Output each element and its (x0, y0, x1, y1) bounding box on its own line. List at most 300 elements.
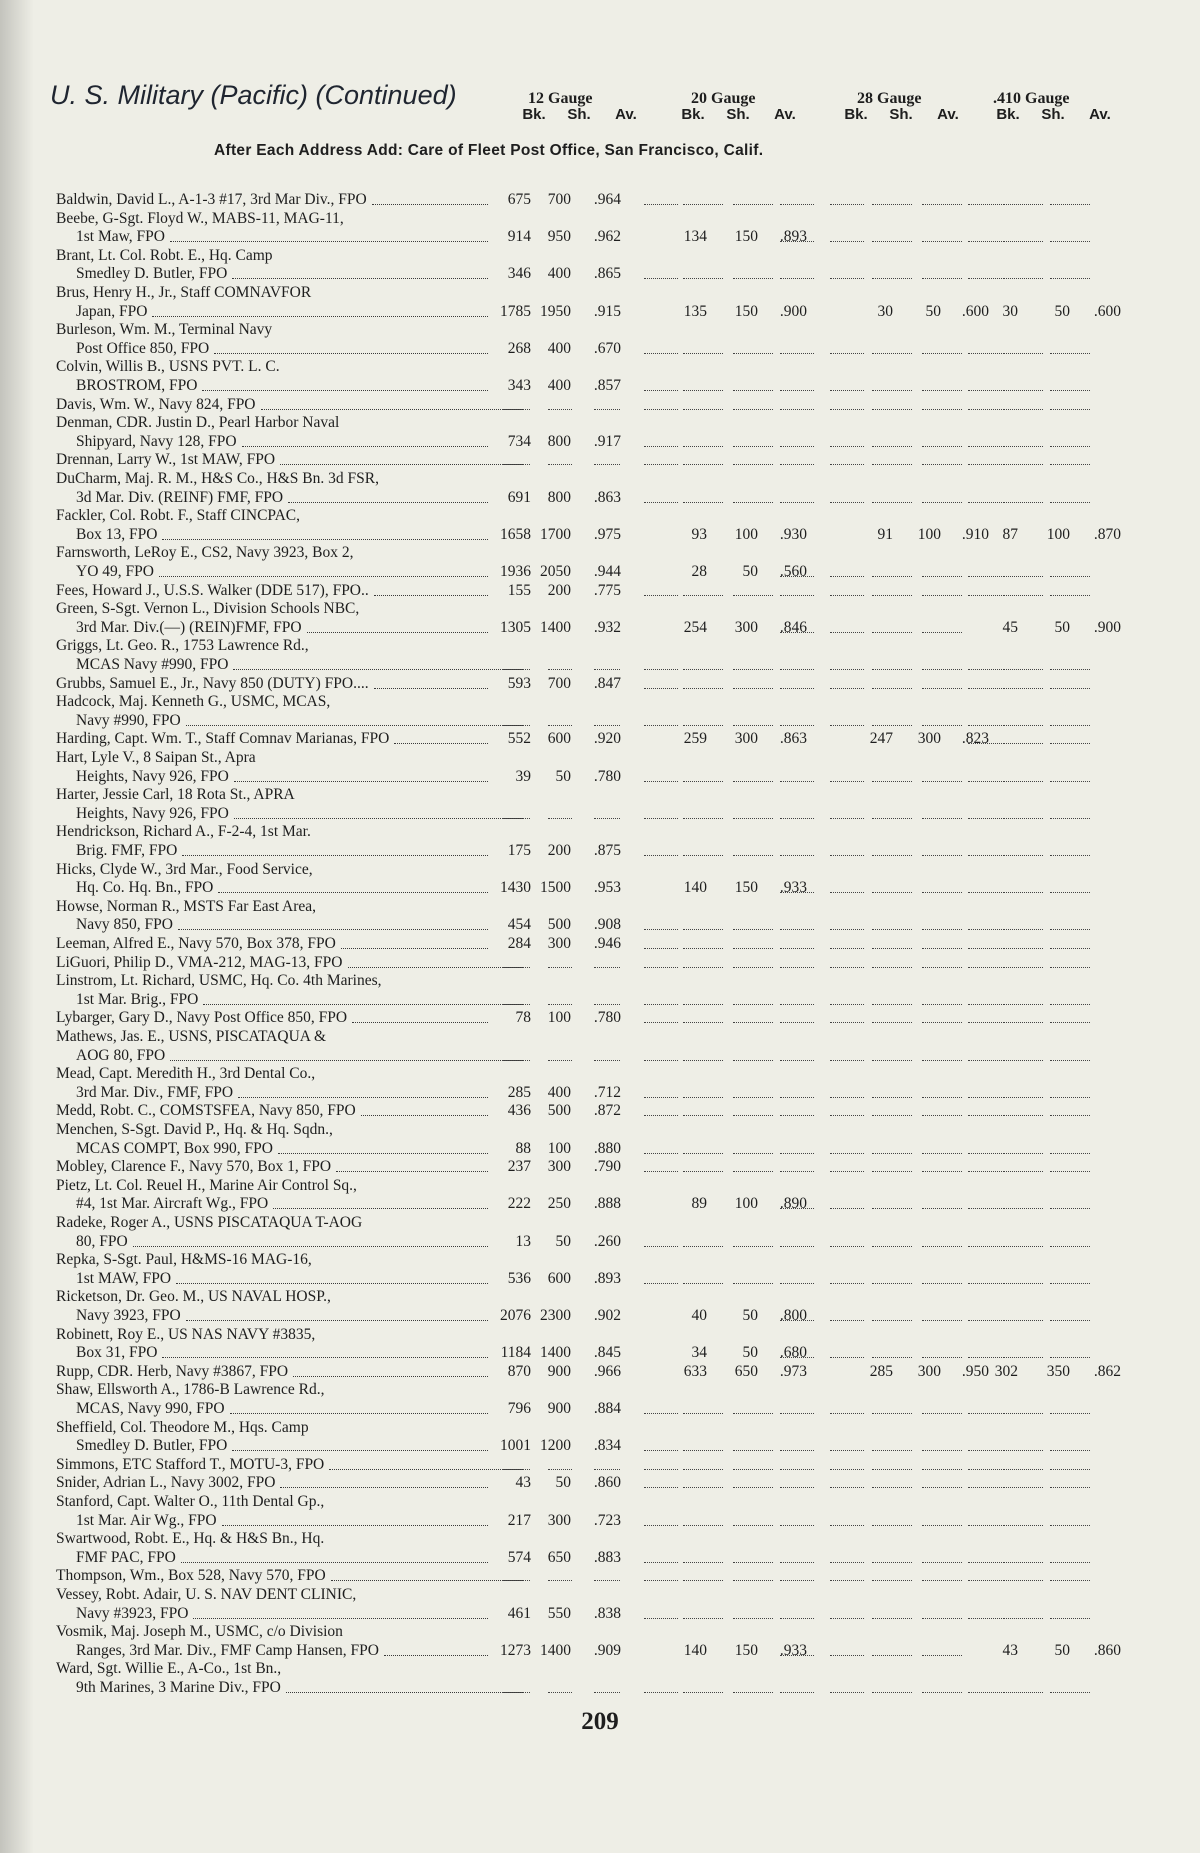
entry-address-text: Navy 3923, FPO (76, 1307, 184, 1324)
value-12-sh: 700 (547, 674, 571, 692)
empty-value-dash (780, 1357, 814, 1358)
value-g20-sh: 100 (734, 525, 758, 543)
entry-address-line (56, 785, 298, 804)
empty-value-dash (922, 855, 962, 856)
empty-value-dash (1050, 1153, 1090, 1154)
entry-address-line (56, 729, 392, 748)
empty-value-dash (733, 967, 773, 968)
value-g20-bk: 254 (683, 618, 707, 636)
empty-value-dash (502, 725, 530, 726)
entry-address-line (76, 655, 231, 674)
value-g410-sh: 50 (1054, 1641, 1070, 1659)
entry-address-text: FMF PAC, FPO (76, 1549, 179, 1566)
dot-leader (273, 1208, 488, 1209)
value-12-sh: 700 (547, 191, 571, 208)
empty-value-dash (780, 446, 814, 447)
value-g410-av: .860 (1093, 1641, 1121, 1659)
empty-value-dash (594, 409, 620, 410)
empty-value-dash (1050, 204, 1090, 205)
empty-value-dash (968, 390, 1002, 391)
empty-value-dash (733, 1618, 773, 1619)
entry-address-line (56, 1287, 334, 1306)
subheader-sh: Sh. (889, 106, 913, 123)
empty-value-dash (968, 688, 1002, 689)
entry-address-text: Denman, CDR. Justin D., Pearl Harbor Naval (56, 414, 342, 431)
entry-address-line (56, 748, 259, 767)
subheader-sh: Sh. (567, 106, 591, 123)
entry-address-line (56, 1418, 312, 1437)
empty-value-dash (968, 1097, 1002, 1098)
empty-value-dash (1050, 1246, 1090, 1247)
value-g410-bk: 87 (1002, 525, 1018, 543)
empty-value-dash (968, 892, 1002, 893)
empty-value-dash (644, 1171, 678, 1172)
empty-value-dash (644, 929, 678, 930)
entry-address-text: Brant, Lt. Col. Robt. E., Hq. Camp (56, 247, 276, 264)
empty-value-dash (922, 1246, 962, 1247)
empty-value-dash (733, 1097, 773, 1098)
empty-value-dash (922, 1525, 962, 1526)
entry-address-text: Fees, Howard J., U.S.S. Walker (DDE 517), FPO.. (56, 582, 372, 599)
empty-value-dash (644, 278, 678, 279)
empty-value-dash (780, 1060, 814, 1061)
empty-value-dash (683, 1562, 723, 1563)
value-12-sh: 600 (547, 1269, 571, 1287)
entry-address-line (56, 860, 316, 879)
entry-address-text: Harding, Capt. Wm. T., Staff Comnav Marianas, FPO (56, 730, 392, 747)
empty-value-dash (872, 725, 912, 726)
empty-value-dash (922, 1655, 962, 1656)
value-bk: 13 (515, 1232, 531, 1250)
value-12-av: .780 (593, 1009, 621, 1027)
value-12-av: .964 (593, 191, 621, 208)
value-12-sh: 2300 (540, 1307, 571, 1324)
entry-address-line (76, 562, 157, 581)
empty-value-dash (968, 595, 1002, 596)
value-g410-sh: 50 (1054, 618, 1070, 636)
dot-leader (232, 278, 488, 279)
entry-address-text: Radeke, Roger A., USNS PISCATAQUA T-AOG (56, 1214, 365, 1231)
empty-value-dash (830, 632, 864, 633)
value-g20-av: .863 (779, 730, 807, 748)
empty-value-dash (594, 818, 620, 819)
empty-value-dash (780, 576, 814, 577)
empty-value-dash (1050, 390, 1090, 391)
entry-address-line (76, 339, 212, 358)
empty-value-dash (594, 464, 620, 465)
empty-value-dash (780, 1171, 814, 1172)
value-12-av: .857 (593, 377, 621, 394)
empty-value-dash (968, 1171, 1002, 1172)
empty-value-dash (968, 1525, 1002, 1526)
empty-value-dash (683, 1450, 723, 1451)
entry-address-text: Heights, Navy 926, FPO (76, 768, 232, 785)
empty-value-dash (780, 688, 814, 689)
entry-address-line (76, 1269, 174, 1288)
dot-leader (242, 446, 488, 447)
empty-value-dash (968, 502, 1002, 503)
value-bk: 914 (507, 228, 531, 246)
entry-address-line (76, 525, 160, 544)
value-g20-av: .933 (779, 1641, 807, 1659)
entry-address-text: Mathews, Jas. E., USNS, PISCATAQUA & (56, 1028, 329, 1045)
empty-value-dash (1003, 1022, 1043, 1023)
empty-value-dash (922, 1580, 962, 1581)
dot-leader (222, 1525, 488, 1526)
value-bk: 39 (515, 767, 531, 785)
empty-value-dash (594, 1060, 620, 1061)
empty-value-dash (683, 1022, 723, 1023)
empty-value-dash (733, 688, 773, 689)
empty-value-dash (683, 204, 723, 205)
empty-value-dash (872, 1320, 912, 1321)
value-12-av: .670 (593, 339, 621, 357)
empty-value-dash (968, 1487, 1002, 1488)
entry-address-line (56, 1213, 365, 1232)
value-12-sh: 950 (547, 228, 571, 246)
empty-value-dash (502, 1692, 530, 1693)
value-12-av: .834 (593, 1437, 621, 1455)
empty-value-dash (830, 818, 864, 819)
subheader-bk: Bk. (522, 106, 546, 123)
dot-leader (307, 632, 488, 633)
value-g20-av: .900 (779, 302, 807, 320)
empty-value-dash (683, 1153, 723, 1154)
page-number: 209 (581, 1708, 619, 1735)
empty-value-dash (733, 409, 773, 410)
empty-value-dash (968, 241, 1002, 242)
empty-value-dash (872, 502, 912, 503)
value-12-av: .875 (593, 842, 621, 859)
entry-address-line (56, 1325, 318, 1344)
empty-value-dash (830, 1525, 864, 1526)
empty-value-dash (780, 1450, 814, 1451)
entry-address-line (56, 1362, 291, 1381)
empty-value-dash (1003, 595, 1043, 596)
empty-value-dash (1003, 502, 1043, 503)
entry-address-line (56, 953, 346, 972)
empty-value-dash (683, 818, 723, 819)
value-bk: 175 (507, 842, 531, 859)
empty-value-dash (1050, 669, 1090, 670)
entry-address-text: 9th Marines, 3 Marine Div., FPO (76, 1679, 284, 1696)
value-12-sh: 500 (547, 916, 571, 934)
entry-address-line (56, 1008, 350, 1027)
empty-value-dash (968, 1246, 1002, 1247)
gauge-header-12: 12 Gauge (528, 90, 593, 107)
empty-value-dash (872, 632, 912, 633)
empty-value-dash (683, 1115, 723, 1116)
empty-value-dash (830, 595, 864, 596)
empty-value-dash (733, 781, 773, 782)
empty-value-dash (644, 1097, 678, 1098)
empty-value-dash (830, 204, 864, 205)
gauge-header-28: 28 Gauge (857, 90, 922, 107)
empty-value-dash (780, 464, 814, 465)
empty-value-dash (922, 1208, 962, 1209)
empty-value-dash (968, 725, 1002, 726)
entry-address-line (76, 711, 184, 730)
entry-address-text: Mead, Capt. Meredith H., 3rd Dental Co., (56, 1065, 318, 1082)
entry-address-text: Grubbs, Samuel E., Jr., Navy 850 (DUTY) FPO.... (56, 675, 372, 692)
empty-value-dash (780, 241, 814, 242)
entry-address-line (76, 767, 232, 786)
empty-value-dash (683, 1469, 723, 1470)
empty-value-dash (830, 1562, 864, 1563)
empty-value-dash (1050, 818, 1090, 819)
entry-address-text: Linstrom, Lt. Richard, USMC, Hq. Co. 4th Marines, (56, 972, 385, 989)
empty-value-dash (644, 725, 678, 726)
empty-value-dash (830, 688, 864, 689)
value-12-sh: 600 (547, 730, 571, 748)
value-bk: 285 (507, 1083, 531, 1101)
dot-leader (336, 1171, 488, 1172)
dot-leader (230, 1413, 488, 1414)
empty-value-dash (872, 1580, 912, 1581)
value-g20-bk: 140 (683, 879, 707, 897)
empty-value-dash (780, 1320, 814, 1321)
empty-value-dash (968, 818, 1002, 819)
empty-value-dash (872, 1283, 912, 1284)
empty-value-dash (733, 929, 773, 930)
value-12-av: .902 (593, 1307, 621, 1324)
entry-address-text: #4, 1st Mar. Aircraft Wg., FPO (76, 1195, 271, 1212)
empty-value-dash (872, 1115, 912, 1116)
empty-value-dash (1050, 1097, 1090, 1098)
empty-value-dash (1050, 464, 1090, 465)
value-12-av: .884 (593, 1400, 621, 1417)
empty-value-dash (830, 1655, 864, 1656)
empty-value-dash (1050, 1450, 1090, 1451)
entry-address-line (76, 1194, 271, 1213)
empty-value-dash (594, 967, 620, 968)
empty-value-dash (683, 948, 723, 949)
empty-value-dash (644, 1525, 678, 1526)
empty-value-dash (683, 1692, 723, 1693)
dot-leader (133, 1246, 488, 1247)
empty-value-dash (644, 1283, 678, 1284)
value-bk: 1658 (500, 525, 531, 543)
empty-value-dash (830, 669, 864, 670)
empty-value-dash (733, 1283, 773, 1284)
empty-value-dash (830, 1469, 864, 1470)
empty-value-dash (1050, 1004, 1090, 1005)
empty-value-dash (1050, 1580, 1090, 1581)
empty-value-dash (1050, 576, 1090, 577)
value-12-av: .915 (593, 302, 621, 320)
empty-value-dash (502, 1580, 530, 1581)
dot-leader (286, 1692, 523, 1693)
gauge-header-20: 20 Gauge (691, 90, 756, 107)
dot-leader (214, 353, 488, 354)
entry-address-text: 3d Mar. Div. (REINF) FMF, FPO (76, 489, 286, 506)
entry-address-text: Griggs, Lt. Geo. R., 1753 Lawrence Rd., (56, 637, 312, 654)
entry-address-line (56, 1176, 360, 1195)
entry-address-line (56, 1101, 359, 1120)
empty-value-dash (830, 409, 864, 410)
value-g20-sh: 150 (734, 228, 758, 246)
empty-value-dash (1050, 1283, 1090, 1284)
empty-value-dash (1003, 688, 1043, 689)
empty-value-dash (830, 576, 864, 577)
empty-value-dash (1003, 818, 1043, 819)
empty-value-dash (830, 1692, 864, 1693)
value-12-av: .888 (593, 1195, 621, 1213)
empty-value-dash (922, 390, 962, 391)
value-g20-sh: 50 (742, 1307, 758, 1324)
empty-value-dash (1003, 892, 1043, 893)
empty-value-dash (733, 1060, 773, 1061)
empty-value-dash (733, 390, 773, 391)
value-12-sh: 400 (547, 339, 571, 357)
empty-value-dash (1003, 576, 1043, 577)
empty-value-dash (922, 1004, 962, 1005)
empty-value-dash (968, 743, 1002, 744)
empty-value-dash (733, 1562, 773, 1563)
value-bk: 691 (507, 488, 531, 506)
empty-value-dash (1003, 1060, 1043, 1061)
value-g20-sh: 150 (734, 1641, 758, 1659)
dot-leader (182, 855, 488, 856)
empty-value-dash (780, 967, 814, 968)
empty-value-dash (968, 1562, 1002, 1563)
entry-address-text: Vosmik, Maj. Joseph M., USMC, c/o Division (56, 1623, 346, 1640)
entry-address-line (76, 1436, 230, 1455)
empty-value-dash (872, 1655, 912, 1656)
value-g28-av: .823 (961, 730, 989, 748)
empty-value-dash (1050, 855, 1090, 856)
value-12-sh: 500 (547, 1102, 571, 1120)
empty-value-dash (872, 1450, 912, 1451)
empty-value-dash (683, 725, 723, 726)
empty-value-dash (780, 1413, 814, 1414)
empty-value-dash (922, 1618, 962, 1619)
dot-leader (186, 1320, 488, 1321)
empty-value-dash (548, 1060, 572, 1061)
empty-value-dash (548, 967, 572, 968)
entry-address-line (56, 1622, 346, 1641)
entry-address-text: Box 31, FPO (76, 1344, 160, 1361)
empty-value-dash (502, 409, 530, 410)
empty-value-dash (780, 669, 814, 670)
empty-value-dash (872, 1022, 912, 1023)
empty-value-dash (872, 204, 912, 205)
entry-address-line (76, 1083, 236, 1102)
empty-value-dash (830, 278, 864, 279)
empty-value-dash (780, 1618, 814, 1619)
entry-address-text: Colvin, Willis B., USNS PVT. L. C. (56, 358, 283, 375)
value-g20-av: .930 (779, 525, 807, 543)
dot-leader (162, 539, 488, 540)
empty-value-dash (780, 1487, 814, 1488)
entry-address-text: Hadcock, Maj. Kenneth G., USMC, MCAS, (56, 693, 333, 710)
value-12-sh: 1400 (540, 1344, 571, 1362)
empty-value-dash (872, 278, 912, 279)
entry-address-text: Snider, Adrian L., Navy 3002, FPO (56, 1474, 278, 1491)
value-bk: 675 (507, 191, 531, 208)
empty-value-dash (968, 464, 1002, 465)
entry-address-line (76, 1399, 228, 1418)
value-bk: 88 (515, 1139, 531, 1157)
empty-value-dash (922, 1097, 962, 1098)
dot-leader (170, 241, 488, 242)
empty-value-dash (872, 1060, 912, 1061)
empty-value-dash (594, 1692, 620, 1693)
empty-value-dash (872, 1413, 912, 1414)
empty-value-dash (830, 1022, 864, 1023)
empty-value-dash (1050, 781, 1090, 782)
entry-address-text: Hendrickson, Richard A., F-2-4, 1st Mar. (56, 823, 314, 840)
empty-value-dash (644, 1562, 678, 1563)
empty-value-dash (872, 669, 912, 670)
value-12-av: .962 (593, 228, 621, 246)
value-g20-av: .933 (779, 879, 807, 897)
value-12-sh: 300 (547, 935, 571, 952)
empty-value-dash (733, 278, 773, 279)
value-bk: 78 (515, 1009, 531, 1027)
empty-value-dash (733, 1115, 773, 1116)
empty-value-dash (922, 1153, 962, 1154)
entry-address-line (56, 395, 259, 414)
value-g20-av: .800 (779, 1307, 807, 1324)
empty-value-dash (644, 502, 678, 503)
entry-address-text: Brus, Henry H., Jr., Staff COMNAVFOR (56, 284, 314, 301)
empty-value-dash (780, 892, 814, 893)
empty-value-dash (1003, 1450, 1043, 1451)
value-12-av: .780 (593, 767, 621, 785)
empty-value-dash (922, 688, 962, 689)
value-bk: 1936 (500, 563, 531, 580)
empty-value-dash (733, 1022, 773, 1023)
empty-value-dash (830, 464, 864, 465)
empty-value-dash (683, 1097, 723, 1098)
empty-value-dash (830, 1171, 864, 1172)
value-g410-av: .600 (1093, 302, 1121, 320)
empty-value-dash (922, 1320, 962, 1321)
empty-value-dash (502, 1060, 530, 1061)
empty-value-dash (830, 1115, 864, 1116)
empty-value-dash (922, 595, 962, 596)
empty-value-dash (644, 1413, 678, 1414)
entry-address-text: Farnsworth, LeRoy E., CS2, Navy 3923, Box 2, (56, 544, 357, 561)
empty-value-dash (1003, 1171, 1043, 1172)
entry-address-line (76, 878, 216, 897)
empty-value-dash (644, 1580, 678, 1581)
empty-value-dash (922, 948, 962, 949)
empty-value-dash (1050, 241, 1090, 242)
entry-address-text: Medd, Robt. C., COMSTSFEA, Navy 850, FPO (56, 1102, 359, 1119)
empty-value-dash (872, 595, 912, 596)
entry-address-text: AOG 80, FPO (76, 1047, 168, 1064)
empty-value-dash (872, 929, 912, 930)
entry-address-text: Smedley D. Butler, FPO (76, 1437, 230, 1454)
dot-leader (218, 892, 488, 893)
empty-value-dash (872, 1246, 912, 1247)
dot-leader (331, 1580, 523, 1581)
empty-value-dash (1003, 929, 1043, 930)
empty-value-dash (830, 929, 864, 930)
value-12-sh: 1500 (540, 879, 571, 897)
empty-value-dash (1050, 1487, 1090, 1488)
empty-value-dash (644, 1115, 678, 1116)
entry-address-line (76, 264, 230, 283)
empty-value-dash (780, 948, 814, 949)
dot-leader (193, 1618, 488, 1619)
entry-address-line (56, 674, 372, 693)
empty-value-dash (1003, 781, 1043, 782)
empty-value-dash (733, 1450, 773, 1451)
value-12-av: .872 (593, 1102, 621, 1120)
